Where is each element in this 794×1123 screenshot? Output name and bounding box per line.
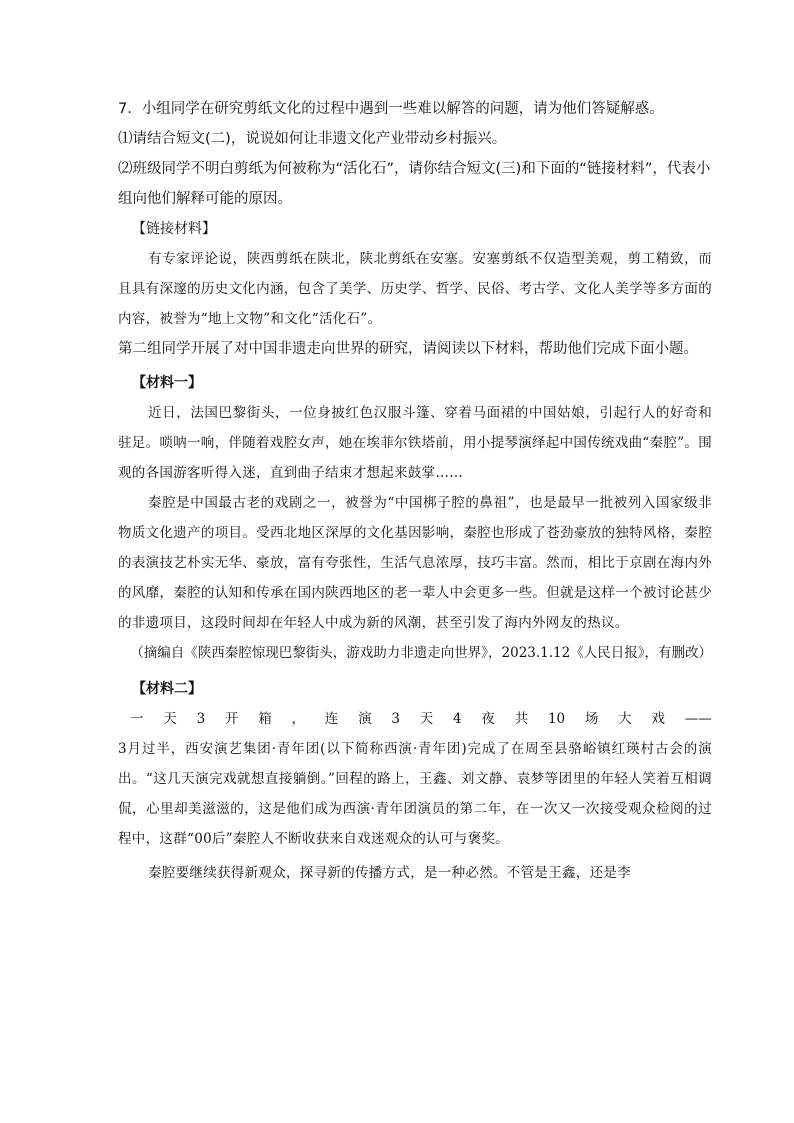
material-2-token: 10 (547, 711, 566, 727)
material-2-para-1: 3月过半，西安演艺集团·青年团(以下简称西演·青年团)完成了在周至县骆峪镇红瑛村古会的演出。“这几天演完戏就想直接躺倒。”回程的路上，王鑫、刘文静、袁梦等团里的年轻人笑着互相调侃，心里却美滋滋的，这是他们成为西演·青年团演员的第二年，在一次又一次接受观众检阅的过程中，这群“00后”秦腔人不断收获来自戏迷观众的认可与褒奖。 (118, 741, 712, 847)
material-2-token: 箱 (258, 711, 272, 727)
question-7-sub-2: ⑵班级同学不明白剪纸为何被称为“活化石”，请你结合短文(三)和下面的“链接材料”，代表小组向他们解释可能的原因。 (118, 161, 711, 207)
material-2-token: 共 (514, 711, 529, 727)
material-2-token: 戏 (651, 711, 665, 727)
material-1-para-1: 近日，法国巴黎街头，一位身披红色汉服斗篷、穿着马面裙的中国姑娘，引起行人的好奇和驻足。唢呐一响，伴随着戏腔女声，她在埃菲尔铁塔前，用小提琴演绎起中国传统戏曲“秦腔”。围观的各国游客听得入迷，直到曲子结束才想起来鼓掌…… (118, 405, 713, 481)
material-2-token: 夜 (481, 711, 495, 727)
material-2-token: 场 (584, 711, 599, 727)
material-1-source: （摘编自《陕西秦腔惊现巴黎街头，游戏助力非遗走向世界》，2023.1.12《人民日报》，有删改） (130, 645, 712, 661)
material-2-token: 开 (224, 711, 239, 727)
material-2-token: ， (291, 711, 305, 727)
question-7-stem: 7．小组同学在研究剪纸文化的过程中遇到一些难以解答的问题，请为他们答疑解惑。 (118, 101, 664, 117)
material-1-para-2: 秦腔是中国最古老的戏剧之一，被誉为“中国梆子腔的鼻祖”，也是最早一批被列入国家级非物质文化遗产的项目。受西北地区深厚的文化基因影响，秦腔也形成了苍劲豪放的独特风格，秦腔的表演技艺朴实无华、豪放，富有夸张性，生活气息浓厚，技巧丰富。然而，相比于京剧在海内外的风靡，秦腔的认知和传承在国内陕西地区的老一辈人中会更多一些。但就是这样一个被讨论甚少的非遗项目，这段时间却在年轻人中成为新的风潮，甚至引发了海内外网友的热议。 (118, 495, 712, 631)
section-intro: 第二组同学开展了对中国非遗走向世界的研究，请阅读以下材料，帮助他们完成下面小题。 (118, 341, 698, 357)
material-2-token: 3 (196, 711, 206, 727)
material-2-token: 一 (130, 711, 144, 727)
question-7-sub-1: ⑴请结合短文(二)，说说如何让非遗文化产业带动乡村振兴。 (118, 131, 507, 147)
material-2-token: 演 (358, 711, 372, 727)
material-2-token: 连 (324, 711, 339, 727)
material-2-first-line (118, 704, 712, 734)
material-2-token: 天 (163, 711, 177, 727)
material-2-token: 天 (419, 711, 434, 727)
material-2-para-2: 秦腔要继续获得新观众，探寻新的传播方式，是一种必然。不管是王鑫，还是李 (148, 865, 631, 881)
document-body (118, 94, 712, 888)
link-material-label: 【链接材料】 (132, 221, 216, 237)
material-2-token: 大 (618, 711, 632, 727)
material-1-label: 【材料一】 (132, 375, 202, 391)
material-2-token: 4 (453, 711, 462, 727)
material-2-label: 【材料二】 (132, 681, 202, 697)
material-2-token: —— (684, 711, 712, 727)
link-material-text: 有专家评论说，陕西剪纸在陕北，陕北剪纸在安塞。安塞剪纸不仅造型美观，剪工精致，而且具有深邃的历史文化内涵，包含了美学、历史学、哲学、民俗、考古学、文化人美学等多方面的内容，被誉为“地上文物”和文化“活化石”。 (118, 251, 712, 327)
material-2-token: 3 (391, 711, 400, 727)
